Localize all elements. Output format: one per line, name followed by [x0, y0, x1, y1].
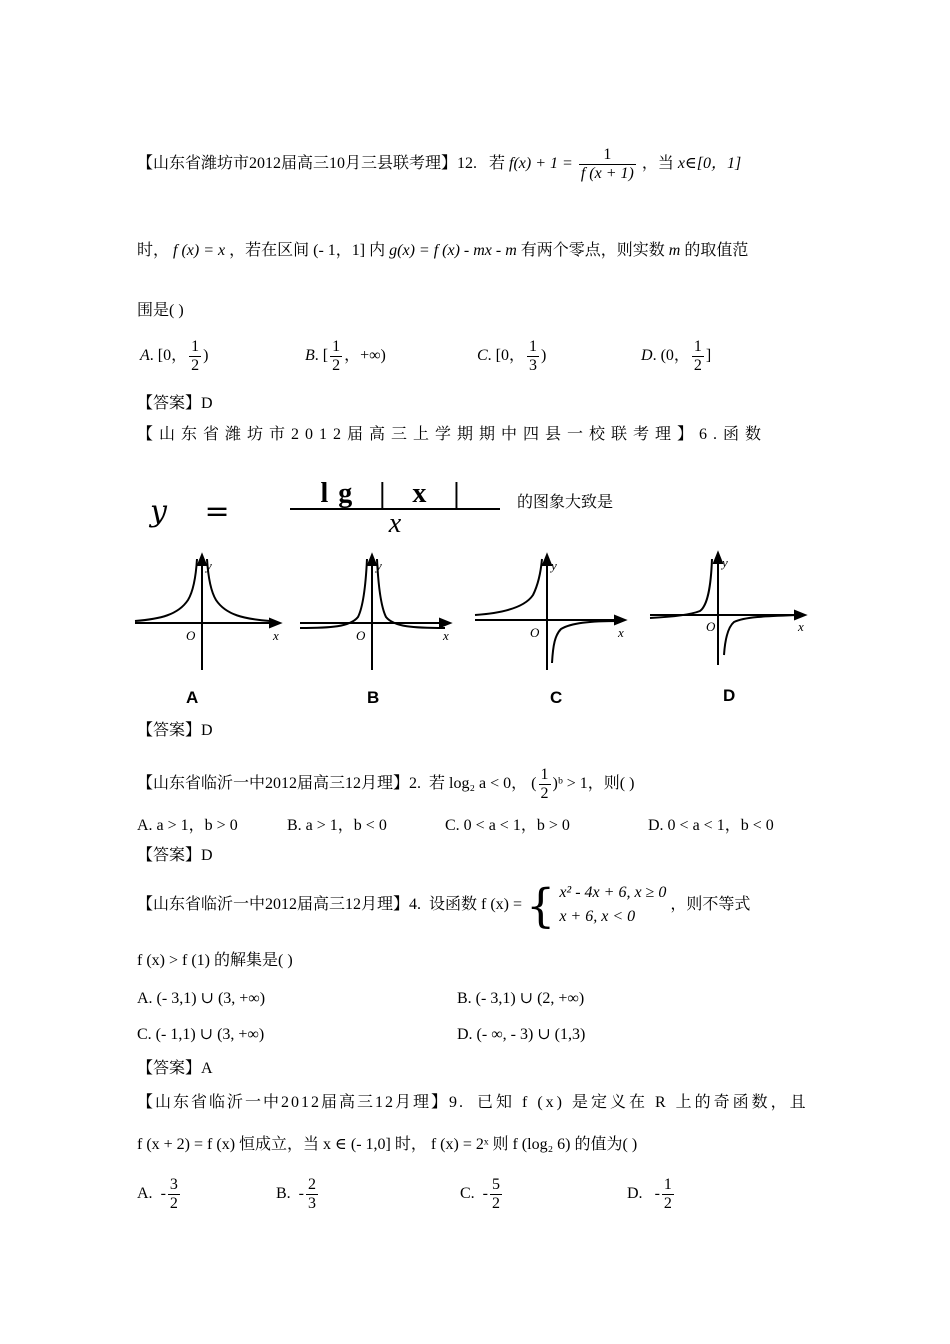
graph-b-origin: O — [356, 628, 366, 643]
q4-piece1: x² - 4x + 6, x ≥ 0 — [559, 884, 667, 902]
q12-option-b — [305, 338, 386, 375]
q12-option-d-frac — [692, 338, 704, 375]
q12-option-a-letter: A — [140, 347, 150, 365]
q12-option-d-letter: D — [641, 347, 653, 365]
q6-graphs — [130, 545, 820, 675]
q2-option-d: D. 0 < a < 1，b < 0 — [648, 817, 774, 834]
q12-frac-den: f (x + 1) — [580, 165, 634, 182]
q4-option-c: C. (- 1,1) ∪ (3, +∞) — [137, 1026, 265, 1043]
q2-cond2-den: 2 — [540, 785, 549, 802]
q6-formula — [150, 478, 510, 538]
q9-line2: f (x + 2) = f (x) 恒成立，当 x ∈ (- 1,0] 时， f (x) = 2ˣ 则 f (log₂ 6) 的值为( ) — [137, 1136, 638, 1153]
q12-option-b-den: 2 — [332, 357, 341, 374]
q9-option-a-letter: A. — [137, 1185, 153, 1203]
q12-option-d-post: ] — [705, 347, 712, 365]
graph-label-a: A — [186, 688, 199, 707]
q9-option-b-frac — [306, 1176, 318, 1213]
q12-option-a-num: 1 — [191, 338, 200, 355]
q2-cond2-pre: ( — [531, 775, 537, 793]
graph-c — [475, 555, 625, 670]
graph-d-y-label: y — [722, 555, 728, 570]
graph-c-y-label: y — [551, 558, 557, 573]
q9-option-d: D. - $\frac{1}{2}$ — [627, 1176, 672, 1212]
graph-c-left-branch — [475, 559, 542, 615]
q4-piece2: x + 6, x < 0 — [559, 908, 636, 926]
q12-answer: 【答案】D — [137, 395, 213, 412]
q12-option-a-frac — [189, 338, 201, 375]
q12-line3: 围是( ) — [137, 302, 184, 319]
q9-option-b-num: 2 — [308, 1176, 316, 1193]
q9-option-a-den: 2 — [169, 1195, 178, 1212]
graph-a-x-label: x — [273, 628, 279, 643]
q12-in-interval: ，若在区间 — [229, 242, 310, 259]
q12-frac-num: 1 — [579, 146, 636, 165]
graph-a-x-arrow — [270, 619, 280, 627]
graph-c-origin: O — [530, 625, 540, 640]
q12-two-zeros: 有两个零点，则实数 — [520, 242, 665, 259]
q4-pieces — [559, 881, 666, 929]
q12-if: 若 — [489, 155, 506, 173]
q12-line1 — [137, 146, 741, 183]
q4-post: ，则不等式 — [670, 896, 751, 913]
q9-option-b-den: 3 — [308, 1195, 316, 1212]
q12-range-end: 的取值范 — [684, 242, 749, 259]
q12-fraction — [579, 146, 636, 183]
q12-option-d — [641, 338, 711, 375]
q12-g-def: g(x) = f (x) - mx - m — [389, 242, 517, 259]
graph-label-b: B — [367, 688, 380, 707]
q12-m: m — [668, 242, 681, 259]
q9-source: 【山东省临沂一中2012届高三12月理】9. — [137, 1094, 466, 1111]
q2-option-c: C. 0 < a < 1，b > 0 — [445, 817, 570, 834]
q2-cond1: 若 log₂ a < 0， — [429, 775, 528, 793]
q12-option-b-letter: B — [305, 347, 315, 365]
graph-b-y-label: y — [376, 558, 382, 573]
q12-option-c-post: ) — [541, 347, 547, 365]
q9-option-b: B. - $\frac{2}{3}$ — [276, 1176, 316, 1212]
q9-option-c-num: 5 — [492, 1176, 500, 1193]
q2-cond2-post: )ᵇ > 1，则( ) — [552, 775, 635, 793]
graph-c-y-arrow — [543, 555, 551, 565]
q12-line2 — [137, 240, 748, 262]
q12-option-b-frac — [330, 338, 342, 375]
graph-d-y-arrow — [714, 553, 722, 563]
q12-option-a — [140, 338, 208, 375]
graph-c-right-branch — [552, 621, 620, 663]
q6-suffix: 的图象大致是 — [517, 494, 614, 511]
q12-option-b-post: ，+∞) — [344, 347, 386, 365]
q2-line1 — [137, 766, 634, 803]
q2-option-b: B. a > 1，b < 0 — [287, 817, 387, 834]
q9-option-d-den: 2 — [663, 1195, 672, 1212]
q9-line1-post: 已知 f (x) 是定义在 R 上的奇函数，且 — [477, 1094, 809, 1111]
q2-answer: 【答案】D — [137, 847, 213, 864]
q9-option-c-frac — [490, 1176, 502, 1213]
q2-cond2-frac — [539, 766, 551, 803]
q9-option-a-num: 3 — [169, 1176, 178, 1193]
graph-b-right-branch — [377, 559, 445, 628]
graph-b — [300, 555, 450, 670]
graph-b-y-arrow — [368, 555, 376, 565]
q12-fx-eq-x: f (x) = x — [173, 242, 226, 259]
q6-formula-num: lg | x | — [320, 478, 470, 509]
graph-c-x-label: x — [618, 625, 624, 640]
graph-a-left-branch — [135, 559, 197, 621]
q4-option-d: D. (- ∞, - 3) ∪ (1,3) — [457, 1026, 586, 1043]
q4-option-b: B. (- 3,1) ∪ (2, +∞) — [457, 990, 585, 1007]
q12-line2-pre: 时， — [137, 242, 170, 259]
graph-d-right-branch — [724, 615, 800, 655]
q12-source: 【山东省潍坊市2012届高三10月三县联考理】12. — [137, 155, 478, 173]
q4-line1 — [137, 878, 750, 932]
q12-when: ，当 — [641, 155, 674, 173]
q6-formula-lhs: y = — [150, 494, 244, 529]
q9-option-c: C. - $\frac{5}{2}$ — [460, 1176, 500, 1212]
q2-source: 【山东省临沂一中2012届高三12月理】2. — [137, 775, 422, 793]
q9-option-c-den: 2 — [492, 1195, 500, 1212]
q9-option-d-letter: D. — [627, 1185, 643, 1203]
graph-a-origin: O — [186, 628, 196, 643]
graph-b-x-arrow — [440, 619, 450, 627]
q6-formula-den: x — [388, 508, 402, 539]
q2-option-a: A. a > 1，b > 0 — [137, 817, 238, 834]
q4-answer: 【答案】A — [137, 1060, 213, 1077]
q12-option-a-post: ) — [203, 347, 209, 365]
q4-option-a: A. (- 3,1) ∪ (3, +∞) — [137, 990, 266, 1007]
q12-option-c-den: 3 — [529, 357, 538, 374]
q9-line1 — [137, 1092, 809, 1114]
q4-pre: 设函数 f (x) = — [429, 896, 523, 913]
graph-d-left-branch — [650, 559, 712, 618]
q12-option-b-pre: . [ — [314, 347, 329, 365]
graph-label-c: C — [550, 688, 563, 707]
graph-b-x-label: x — [443, 628, 449, 643]
q12-option-b-num: 1 — [332, 338, 341, 355]
q9-option-d-num: 1 — [663, 1176, 672, 1193]
graph-d-origin: O — [706, 619, 716, 634]
q9-option-d-frac — [662, 1176, 674, 1213]
q12-option-c-frac — [527, 338, 539, 375]
q9-option-b-letter: B. — [276, 1185, 291, 1203]
q9-option-c-letter: C. — [460, 1185, 475, 1203]
q12-nei: 内 — [369, 242, 386, 259]
graph-a-right-branch — [207, 559, 270, 621]
q12-lhs: f(x) + 1 = — [509, 155, 573, 173]
q12-option-d-num: 1 — [693, 338, 702, 355]
q12-option-c-letter: C — [477, 347, 488, 365]
graph-label-d: D — [723, 686, 736, 705]
q12-option-a-den: 2 — [191, 357, 200, 374]
q4-line2: f (x) > f (1) 的解集是( ) — [137, 952, 293, 969]
q12-interval: (- 1，1] — [313, 242, 366, 259]
graph-b-left-branch — [300, 559, 367, 628]
graph-a-y-arrow — [198, 555, 206, 565]
q12-option-c-num: 1 — [529, 338, 538, 355]
q9-option-a: A. - $\frac{3}{2}$ — [137, 1176, 178, 1212]
q12-option-c-pre: . [0， — [487, 347, 526, 365]
q12-option-a-pre: . [0， — [149, 347, 188, 365]
q12-option-d-den: 2 — [693, 357, 702, 374]
q12-option-d-pre: . (0， — [652, 347, 690, 365]
q6-answer: 【答案】D — [137, 722, 213, 739]
q12-domain: x∈[0，1] — [677, 155, 742, 173]
q12-option-c — [477, 338, 546, 375]
q2-cond2-num: 1 — [540, 766, 549, 783]
q4-source: 【山东省临沂一中2012届高三12月理】4. — [137, 896, 422, 913]
q9-option-a-frac — [168, 1176, 180, 1213]
q6-source: 【山东省潍坊市2012届高三上学期期中四县一校联考理】6.函数 — [137, 426, 768, 443]
graph-a-y-label: y — [206, 558, 212, 573]
q4-brace: { — [526, 878, 556, 933]
graph-d-x-label: x — [798, 619, 804, 634]
